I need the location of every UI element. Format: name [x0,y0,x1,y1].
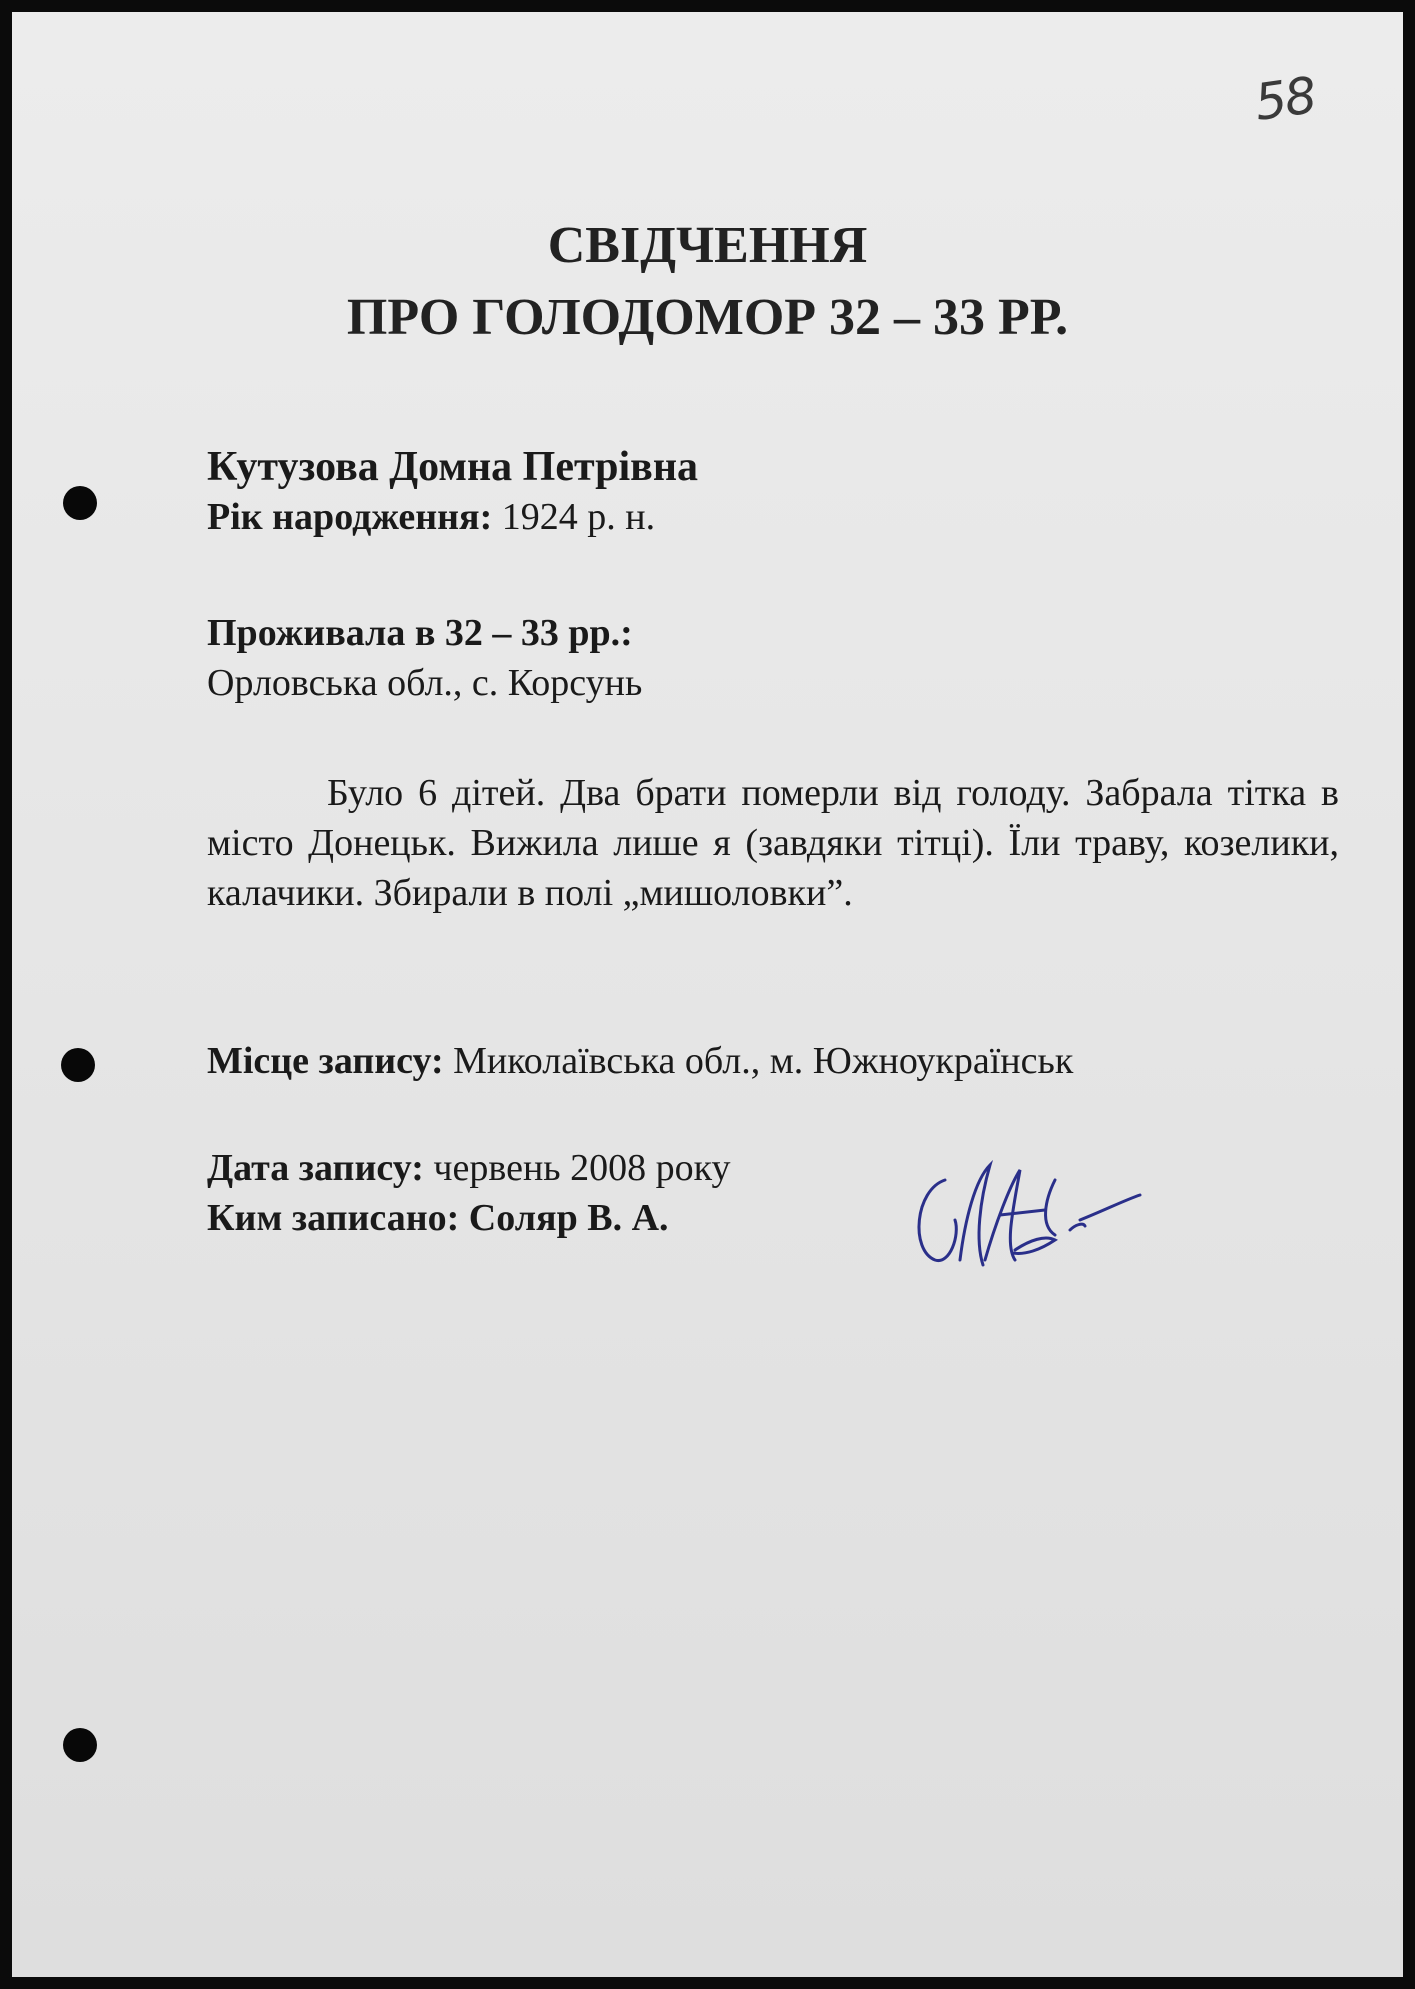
residence-value: Орловська обл., с. Корсунь [207,662,643,704]
person-block [207,442,698,542]
birth-row [207,492,698,542]
record-date-label: Дата запису: [207,1147,424,1189]
punch-hole [61,1048,95,1082]
title-line-2: ПРО ГОЛОДОМОР 32 – 33 РР. [346,289,1069,346]
record-recorder-value: Соляр В. А. [468,1197,669,1239]
record-date-value: червень 2008 року [433,1147,731,1189]
birth-label: Рік народження: [207,496,493,538]
person-name: Кутузова Домна Петрівна [207,444,699,490]
punch-hole [63,1728,97,1762]
testimony-paragraph: Було 6 дітей. Два брати померли від голоду. Забрала тітка в місто Донецьк. Вижила лише я (завдяки тітці). Їли траву, козелики, калачики. Збирали в полі „мишоловки”. [207,772,1339,914]
title-line-1: СВІДЧЕННЯ [547,217,868,274]
punch-hole [63,486,97,520]
residence-label: Проживала в 32 – 33 рр.: [207,612,633,654]
document-title [0,210,1415,354]
record-place-value: Миколаївська обл., м. Южноукраїнськ [453,1040,1074,1082]
record-recorder-label: Ким записано: [207,1197,460,1239]
birth-value: 1924 р. н. [501,496,656,538]
record-place-row [207,1036,1073,1086]
record-meta-block [207,1143,731,1243]
testimony-text [207,768,1339,918]
page-number: 58 [1251,66,1319,132]
record-date-row [207,1143,731,1193]
record-recorder-row [207,1193,731,1243]
residence-block [207,608,642,708]
record-place-label: Місце запису: [207,1040,444,1082]
handwritten-signature [905,1140,1145,1290]
